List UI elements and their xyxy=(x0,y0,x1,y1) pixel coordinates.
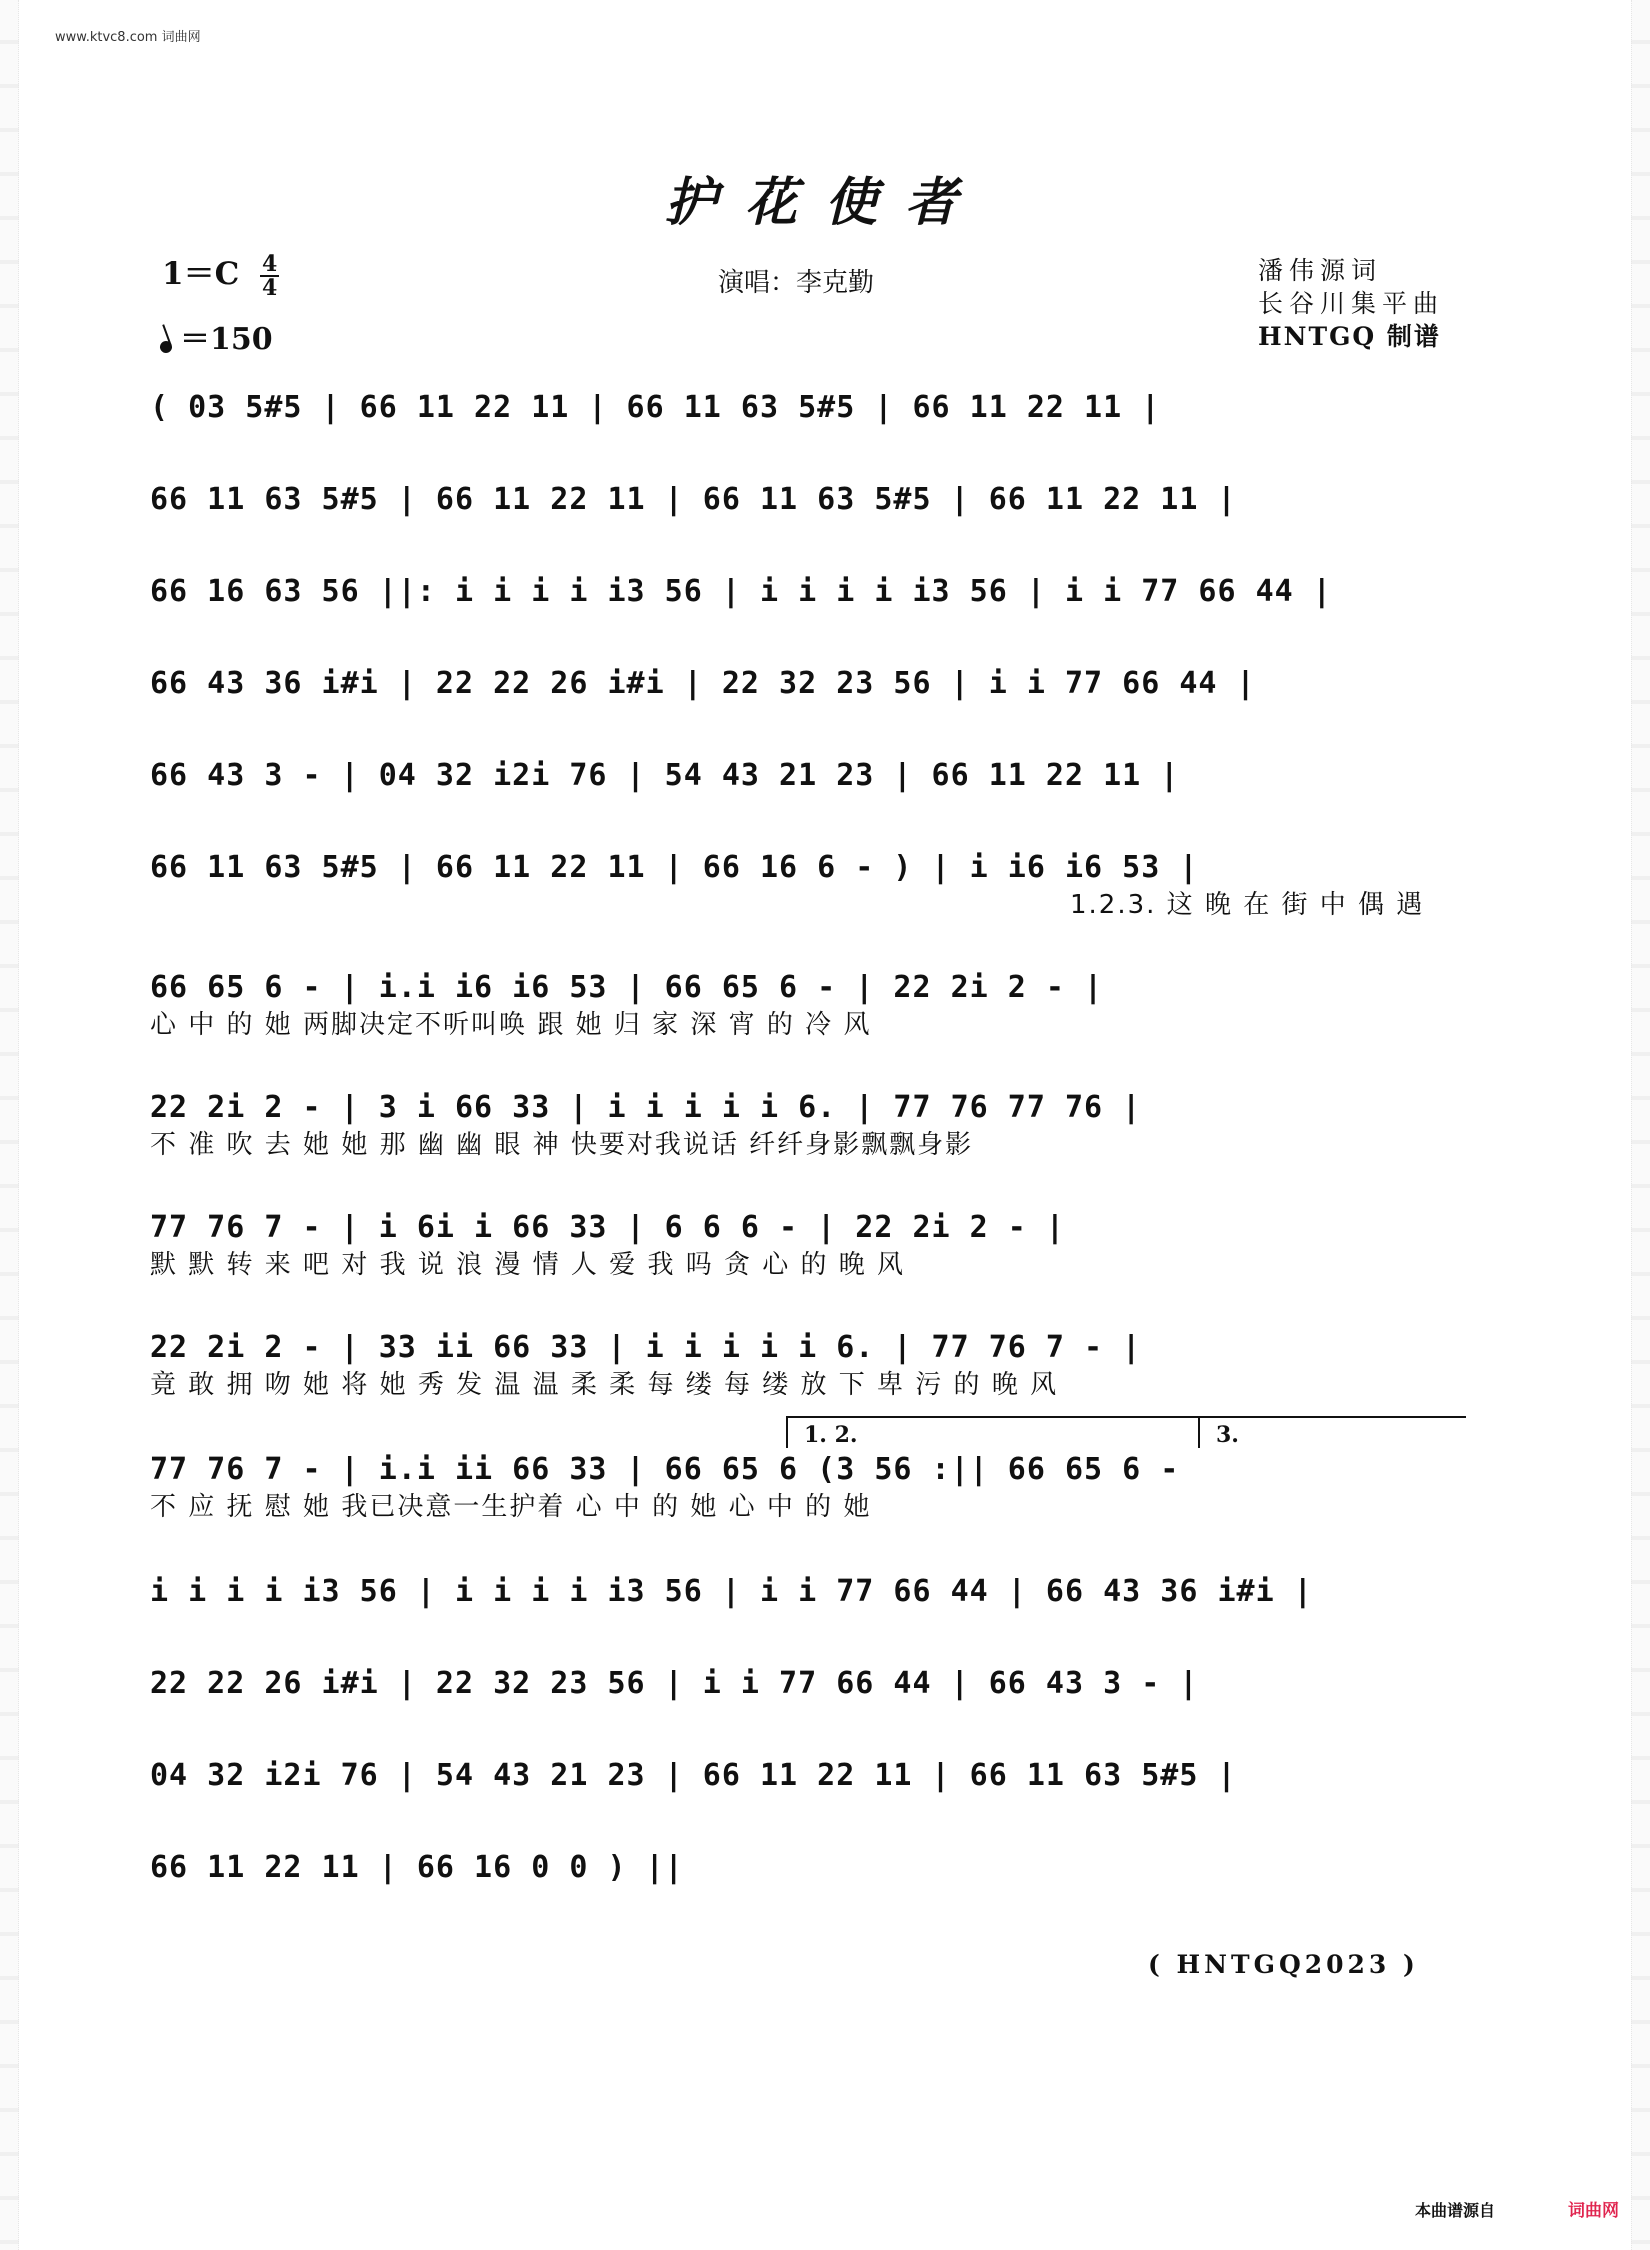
score xyxy=(150,388,1470,1940)
system-4 xyxy=(150,664,1470,756)
notation-line: 77 76 7 - | i 6i i 66 33 | 6 6 6 - | 22 2i 2 - | xyxy=(150,1210,1065,1245)
system-1 xyxy=(150,388,1470,480)
tempo-marking xyxy=(160,314,273,358)
system-8 xyxy=(150,1088,1470,1208)
lyricist-credit: 潘伟源词 xyxy=(1258,256,1383,285)
meter-bottom: 4 xyxy=(262,274,278,301)
time-signature xyxy=(260,250,279,301)
notation-line: i i i i i3 56 | i i i i i3 56 | i i 77 66 44 | 66 43 36 i#i | xyxy=(150,1574,1313,1609)
system-6 xyxy=(150,848,1470,968)
notation-line: 66 65 6 - | i.i i6 i6 53 | 66 65 6 - | 22 2i 2 - | xyxy=(150,970,1104,1005)
meter-top: 4 xyxy=(262,250,278,277)
key-signature xyxy=(162,248,279,299)
notation-line: 66 43 36 i#i | 22 22 26 i#i | 22 32 23 56 | i i 77 66 44 | xyxy=(150,666,1256,701)
lyric-line: 不 准 吹 去 她 她 那 幽 幽 眼 神 快要对我说话 纤纤身影飘飘身影 xyxy=(150,1130,974,1160)
notation-line: 66 11 63 5#5 | 66 11 22 11 | 66 16 6 - ) | i i6 i6 53 | xyxy=(150,850,1199,885)
notation-line: 77 76 7 - | i.i ii 66 33 | 66 65 6 (3 56 :|| 66 65 6 - xyxy=(150,1452,1180,1487)
notation-line: 22 2i 2 - | 33 ii 66 33 | i i i i i 6. | 77 76 7 - | xyxy=(150,1330,1142,1365)
lyric-line: 不 应 抚 慰 她 我已决意一生护着 心 中 的 她 心 中 的 她 xyxy=(150,1492,872,1522)
left-watermark-strip xyxy=(0,0,19,2250)
lyric-line: 默 默 转 来 吧 对 我 说 浪 漫 情 人 爱 我 吗 贪 心 的 晚 风 xyxy=(150,1250,906,1280)
notation-line: 66 16 63 56 ||: i i i i i3 56 | i i i i i3 56 | i i 77 66 44 | xyxy=(150,574,1332,609)
site-url[interactable]: www.ktvc8.com 词曲网 xyxy=(55,30,201,45)
system-7 xyxy=(150,968,1470,1088)
system-14 xyxy=(150,1756,1470,1848)
notation-line: 22 2i 2 - | 3 i 66 33 | i i i i i 6. | 77 76 77 76 | xyxy=(150,1090,1142,1125)
notation-line: 22 22 26 i#i | 22 32 23 56 | i i 77 66 44 | 66 43 3 - | xyxy=(150,1666,1199,1701)
lyric-line: 1.2.3. 这 晚 在 街 中 偶 遇 xyxy=(1070,890,1425,920)
credits-block xyxy=(1258,254,1444,353)
song-title: 护花使者 xyxy=(664,172,985,233)
lyric-line: 心 中 的 她 两脚决定不听叫唤 跟 她 归 家 深 宵 的 冷 风 xyxy=(150,1010,872,1040)
notation-line: 66 11 63 5#5 | 66 11 22 11 | 66 11 63 5#5 | 66 11 22 11 | xyxy=(150,482,1237,517)
system-11 xyxy=(150,1422,1470,1572)
notation-line: 66 11 22 11 | 66 16 0 0 ) || xyxy=(150,1850,684,1885)
singer-credit: 演唱：李克勤 xyxy=(718,268,875,298)
composer-credit: 长谷川集平曲 xyxy=(1258,289,1445,318)
system-15 xyxy=(150,1848,1470,1940)
notation-line: ( 03 5#5 | 66 11 22 11 | 66 11 63 5#5 | 66 11 22 11 | xyxy=(150,390,1161,425)
right-watermark-strip xyxy=(1631,0,1650,2250)
notation-line: 04 32 i2i 76 | 54 43 21 23 | 66 11 22 11 | 66 11 63 5#5 | xyxy=(150,1758,1237,1793)
volta-ending-1-2: 1. 2. xyxy=(786,1416,1344,1448)
notation-line: 66 43 3 - | 04 32 i2i 76 | 54 43 21 23 | 66 11 22 11 | xyxy=(150,758,1180,793)
arranger-credit: HNTGQ 制谱 xyxy=(1258,322,1441,351)
tempo-value: ＝150 xyxy=(180,322,273,357)
footer-source-label: 本曲谱源自 xyxy=(1415,2201,1496,2220)
system-5 xyxy=(150,756,1470,848)
system-12 xyxy=(150,1572,1470,1664)
volta-ending-3: 3. xyxy=(1198,1416,1466,1448)
lyric-line: 竟 敢 拥 吻 她 将 她 秀 发 温 温 柔 柔 每 缕 每 缕 放 下 卑 污 的 晚 风 xyxy=(150,1370,1059,1400)
system-3 xyxy=(150,572,1470,664)
system-9 xyxy=(150,1208,1470,1328)
copyright-mark: ( HNTGQ2023 ) xyxy=(1148,1950,1419,1979)
system-2 xyxy=(150,480,1470,572)
key-label: 1＝C xyxy=(162,256,240,292)
quarter-note-icon xyxy=(158,339,173,354)
system-13 xyxy=(150,1664,1470,1756)
footer-site-logo[interactable]: 词曲网 xyxy=(1568,2201,1619,2221)
